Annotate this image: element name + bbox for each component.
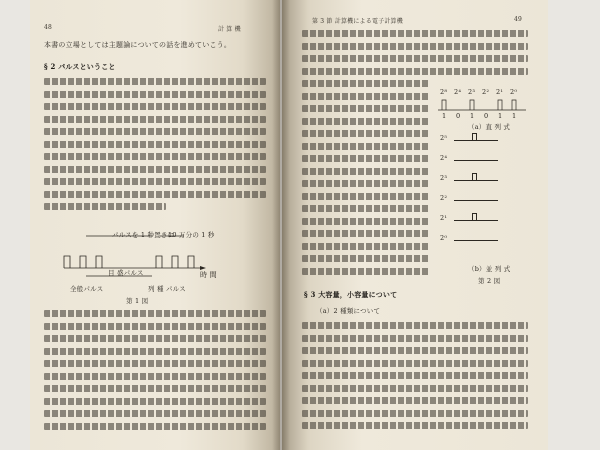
text-line <box>302 43 528 50</box>
text-line <box>302 335 528 342</box>
text-line <box>302 360 528 367</box>
book-spine-shadow <box>272 0 290 450</box>
figure-label-duration: 10 万分の 1 秒 <box>168 231 215 239</box>
fig2b-bit-label: 2² <box>440 194 448 202</box>
text-line <box>302 385 528 392</box>
left-section-title: § 2 パルスということ <box>44 62 116 71</box>
fig2a-digit: 1 <box>512 112 517 120</box>
fig2a-digit: 1 <box>442 112 447 120</box>
right-page-number: 49 <box>514 16 523 23</box>
text-line <box>44 310 266 317</box>
text-line <box>302 143 430 150</box>
figure-label-one: 全般パルス <box>70 285 104 293</box>
right-section-title: § 3 大容量，小容量について <box>304 290 398 299</box>
right-page <box>282 0 548 450</box>
text-line <box>44 335 266 342</box>
text-line <box>302 130 430 137</box>
text-line <box>44 128 266 135</box>
fig2a-caption: （a）直 列 式 <box>468 123 511 131</box>
text-line <box>302 68 528 75</box>
fig2b-bit-label: 2³ <box>440 174 448 182</box>
text-line <box>302 118 430 125</box>
fig2a-digit: 0 <box>456 112 461 120</box>
text-line <box>302 180 430 187</box>
fig2b-pulse-line <box>454 160 498 161</box>
text-line <box>44 103 266 110</box>
text-line <box>44 385 266 392</box>
figure-label-interval: 目 盛パルス <box>108 269 144 277</box>
left-page-number: 48 <box>44 24 53 31</box>
text-line <box>44 91 266 98</box>
text-line <box>302 422 528 429</box>
text-line <box>302 218 430 225</box>
text-line <box>302 55 528 62</box>
text-line <box>44 153 266 160</box>
fig2b-bit-label: 2¹ <box>440 214 448 222</box>
figure-2-caption: 第 2 図 <box>478 277 501 285</box>
text-line <box>302 193 430 200</box>
text-line <box>302 155 430 162</box>
text-line <box>44 116 266 123</box>
fig2a-bit-label: 2³ <box>468 88 476 96</box>
text-line <box>44 191 266 198</box>
fig2b-bit-label: 2⁵ <box>440 134 448 142</box>
text-line <box>44 398 266 405</box>
text-line <box>44 166 266 173</box>
text-line <box>44 348 266 355</box>
fig2a-bit-label: 2⁴ <box>454 88 462 96</box>
text-line <box>302 322 528 329</box>
right-page-header: 第 3 節 計算機による電子計算機 <box>312 18 403 25</box>
text-line <box>44 78 266 85</box>
right-subsection: （a）2 種類について <box>316 307 381 315</box>
text-line <box>44 323 266 330</box>
fig2b-pulse <box>472 213 477 221</box>
fig2a-bit-label: 2⁰ <box>510 88 518 96</box>
fig2b-pulse <box>472 173 477 181</box>
left-page <box>30 0 280 450</box>
fig2b-caption: （b）並 列 式 <box>468 265 511 273</box>
text-line <box>302 230 430 237</box>
text-line <box>302 168 430 175</box>
fig2b-pulse <box>472 133 477 141</box>
text-line <box>302 255 430 262</box>
text-line <box>302 347 528 354</box>
text-line <box>44 141 266 148</box>
text-line <box>44 178 266 185</box>
fig2a-bit-label: 2⁸ <box>440 88 448 96</box>
text-line <box>44 203 166 210</box>
left-first-line: 本書の立場としては主題論についての話を進めていこう。 <box>44 41 232 49</box>
text-line <box>302 205 430 212</box>
fig2a-bit-label: 2² <box>482 88 490 96</box>
fig2b-pulse-line <box>454 200 498 201</box>
text-line <box>44 423 266 430</box>
text-line <box>44 410 266 417</box>
text-line <box>302 243 430 250</box>
text-line <box>44 360 266 367</box>
text-line <box>302 397 528 404</box>
fig2a-digit: 1 <box>498 112 503 120</box>
left-page-header: 計 算 機 <box>218 26 241 33</box>
figure-1-caption: 第 1 図 <box>126 297 149 305</box>
pulse-figure-1 <box>60 218 210 288</box>
figure-label-two: 列 種 パルス <box>148 285 186 293</box>
text-line <box>302 268 430 275</box>
fig2a-digit: 0 <box>484 112 489 120</box>
fig2b-bit-label: 2⁰ <box>440 234 448 242</box>
text-line <box>302 372 528 379</box>
text-line <box>302 93 430 100</box>
text-line <box>302 80 430 87</box>
fig2b-bit-label: 2⁴ <box>440 154 448 162</box>
figure-label-time: 時 間 <box>200 271 217 279</box>
text-line <box>302 410 528 417</box>
figure-label-pulse-a: パルスを 1 秒置きに <box>112 231 175 239</box>
fig2a-digit: 1 <box>470 112 475 120</box>
fig2b-pulse-line <box>454 240 498 241</box>
text-line <box>44 373 266 380</box>
text-line <box>302 105 430 112</box>
text-line <box>302 30 528 37</box>
fig2a-bit-label: 2¹ <box>496 88 504 96</box>
